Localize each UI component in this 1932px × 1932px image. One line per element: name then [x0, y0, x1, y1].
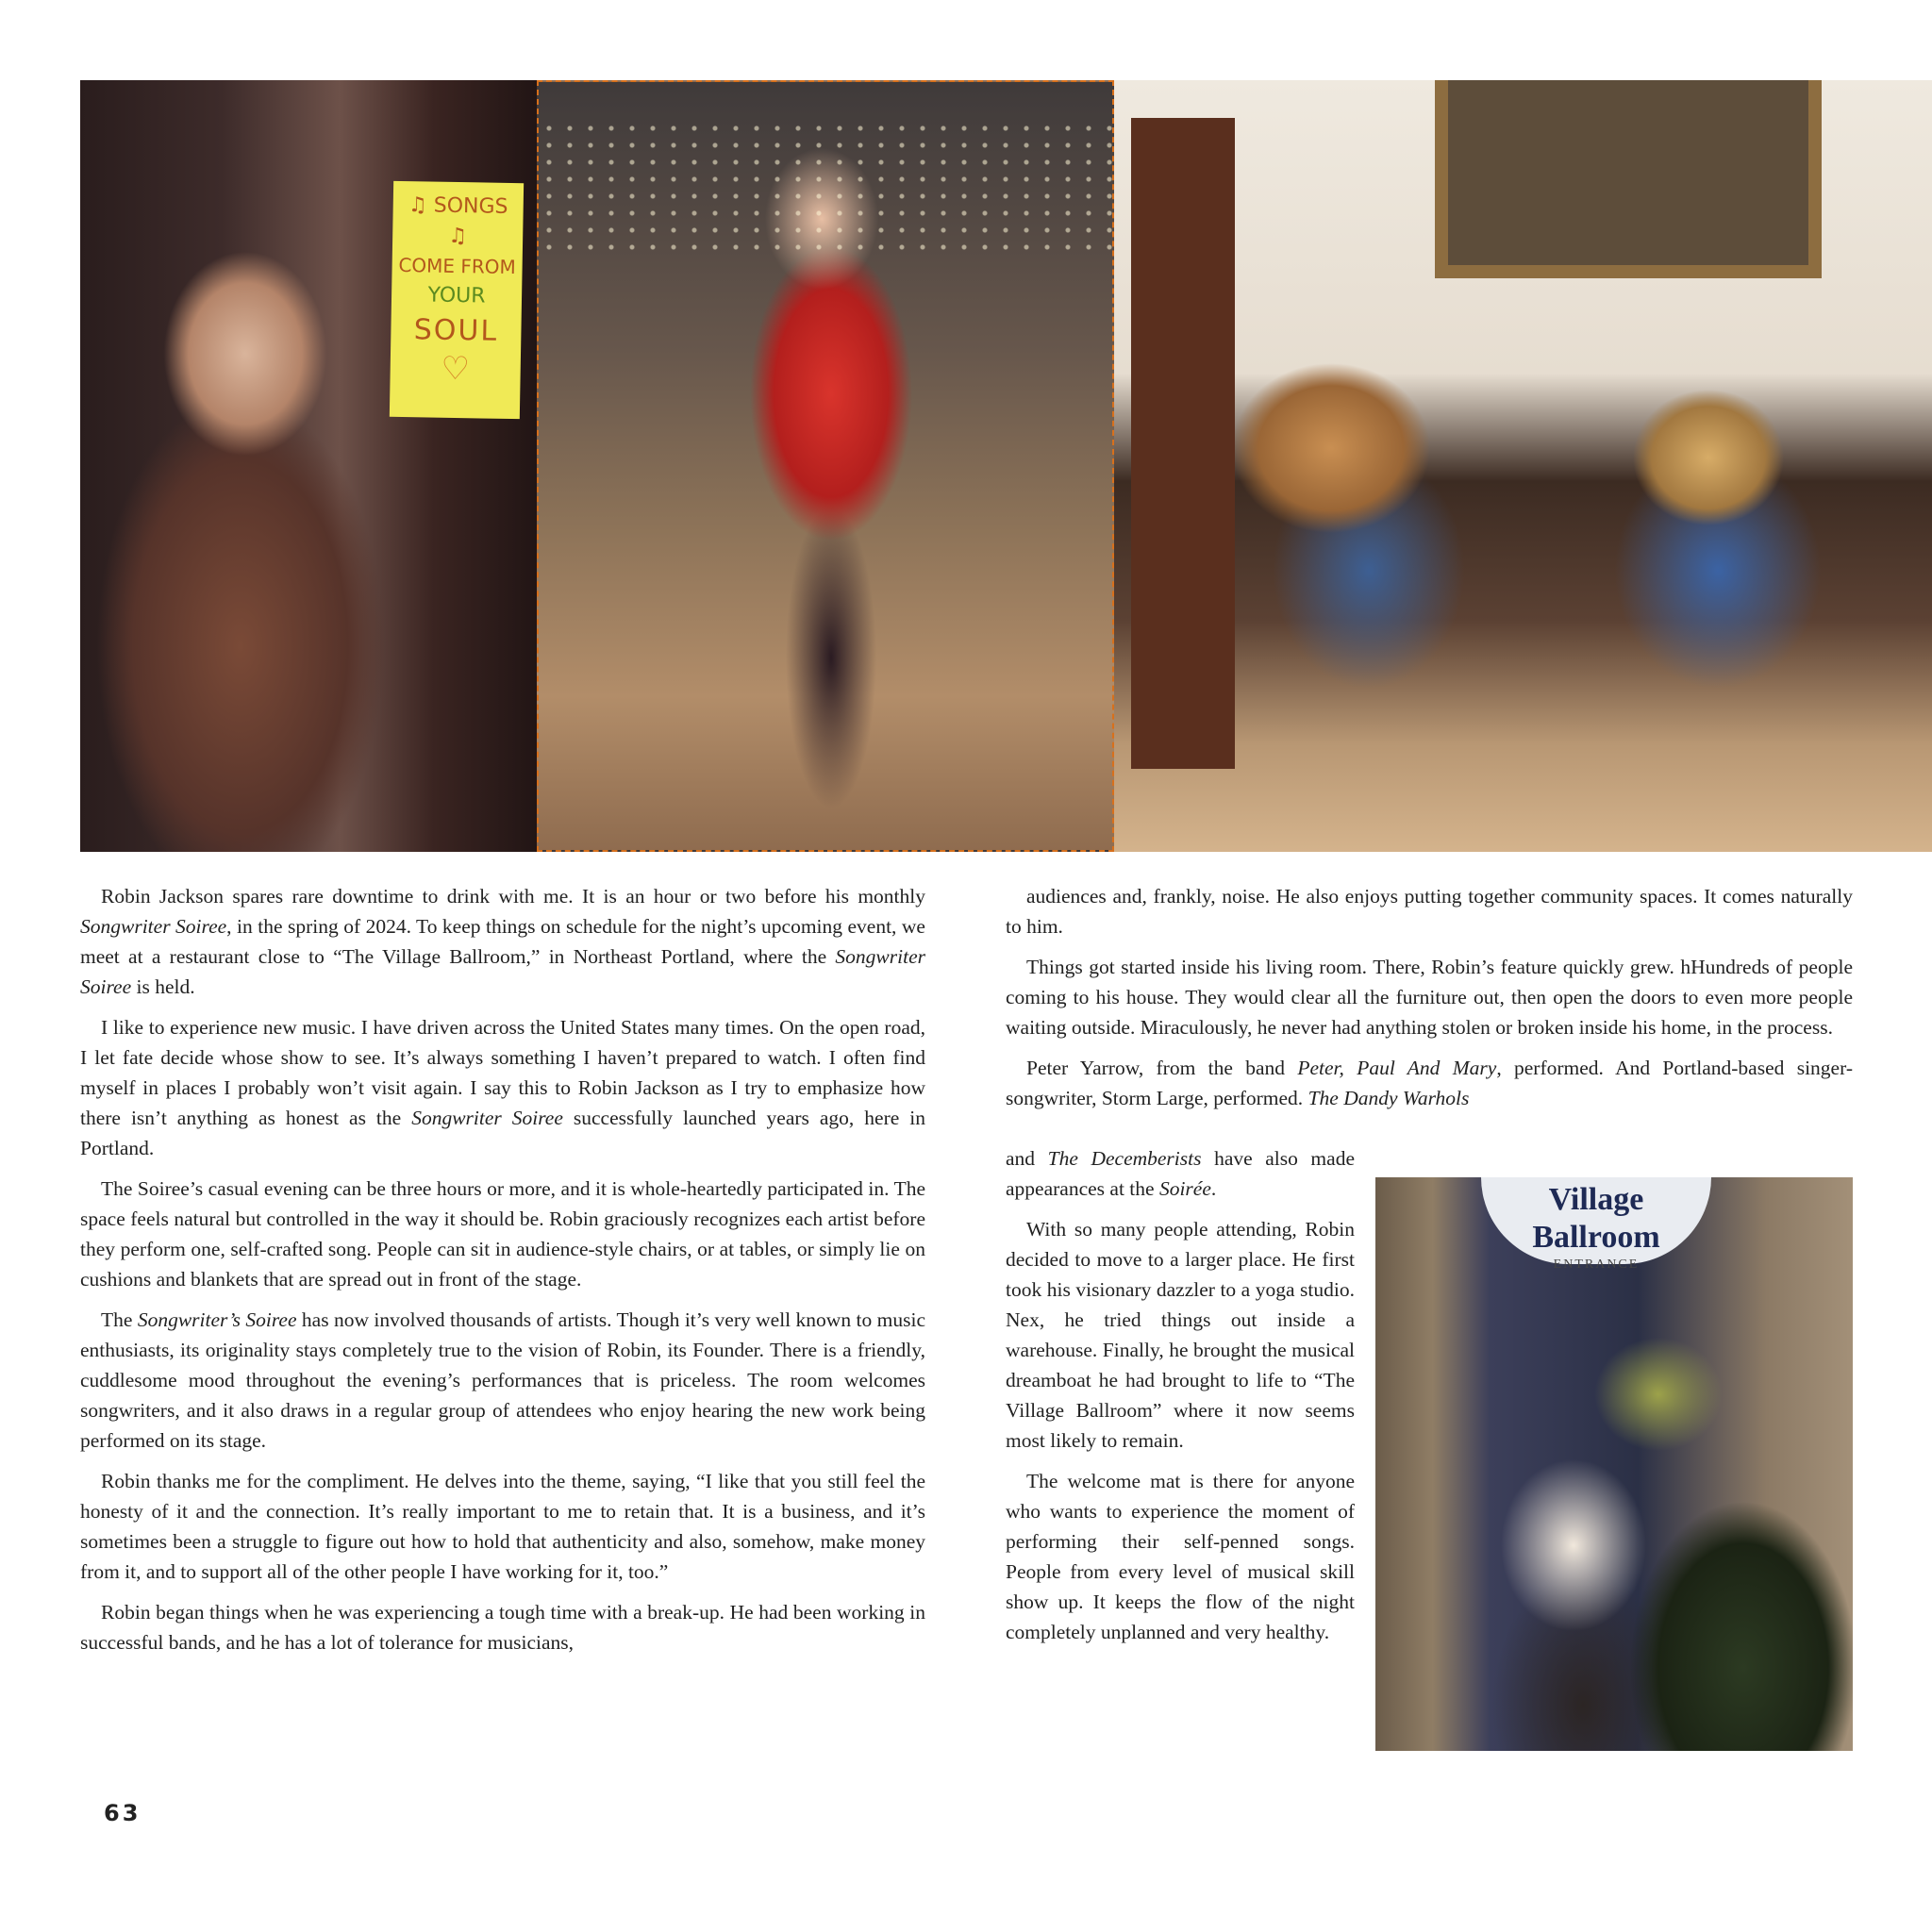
- sign-line-3: YOUR: [427, 283, 486, 308]
- photo-woman-in-red: [537, 80, 1114, 852]
- door: [1131, 118, 1235, 769]
- paragraph: Robin thanks me for the compliment. He delves into the theme, saying, “I like that you still feel the honesty of it and the connection. It’s really important to me to retain that. It is a business, and it’s sometimes been a struggle to figure out how to hold that authenticity and also, somehow, make money from it, and to support all of the other people I have working for it, too.”: [80, 1470, 925, 1583]
- heart-icon: ♡: [441, 349, 471, 389]
- paragraph: The welcome mat is there for anyone who wants to experience the moment of performing their self-penned songs. People from every level of musical skill show up. It keeps the flow of the night completely unplanned and very healthy.: [1006, 1470, 1355, 1643]
- article-right-narrow: [1006, 1143, 1355, 1657]
- italic-title: Songwriter Soiree: [411, 1107, 563, 1129]
- paragraph: Robin began things when he was experiencing a tough time with a break-up. He had been working in successful bands, and he has a lot of tolerance for musicians,: [80, 1601, 925, 1654]
- paragraph: I like to experience new music. I have driven across the United States many times. On the open road, I let fate decide whose show to see. It’s always something I haven’t prepared to watch. I often find myself in places I probably won’t visit again. I say this to Robin Jackson as I try to emphasize how there isn’t anything as honest as the Songwriter Soiree successfully launched years ago, here in Portland.: [80, 1016, 925, 1159]
- ballroom-sign-subtitle: ENTRANCE: [1553, 1257, 1640, 1272]
- italic-title: The Dandy Warhols: [1307, 1087, 1470, 1109]
- songs-sign: [390, 181, 524, 419]
- paragraph: With so many people attending, Robin decided to move to a larger place. He first took his visionary dazzler to a yoga studio. Nex, he tried things out inside a warehouse. Finally, he brought the musical dreamboat he had brought to life to “The Village Ballroom” where it now seems most likely to remain.: [1006, 1218, 1355, 1452]
- italic-title: Songwriter Soiree: [80, 915, 227, 938]
- paragraph: The Soiree’s casual evening can be three hours or more, and it is whole-heartedly participated in. The space feels natural but controlled in the way it should be. Robin graciously recognizes each artist before they perform one, self-crafted song. People can sit in audience-style chairs, or at tables, or simply lie on cushions and blankets that are spread out in front of the stage.: [80, 1177, 925, 1291]
- photo-strip: [80, 80, 1932, 852]
- photo-village-ballroom-entrance: [1375, 1177, 1853, 1751]
- photo-robin-jackson: [80, 80, 552, 852]
- ballroom-sign: [1481, 1177, 1711, 1272]
- paragraph: The Songwriter’s Soiree has now involved thousands of artists. Though it’s very well known to music enthusiasts, its originality stays completely true to the vision of Robin, its Founder. There is a friendly, cuddlesome mood throughout the evening’s performances that is priceless. The room welcomes songwriters, and it also draws in a regular group of attendees who enjoy hearing the new work being performed on its stage.: [80, 1308, 925, 1452]
- italic-title: Soirée: [1158, 1177, 1211, 1200]
- photo-guitar-players: [1114, 80, 1932, 852]
- sign-line-2: COME FROM: [398, 253, 517, 279]
- article-right-top: [1006, 881, 1853, 1124]
- italic-title: Peter, Paul And Mary: [1297, 1057, 1497, 1079]
- ballroom-sign-title: Village Ballroom: [1532, 1182, 1660, 1255]
- paragraph: Robin Jackson spares rare downtime to drink with me. It is an hour or two before his monthly Songwriter Soiree, in the spring of 2024. To keep things on schedule for the night’s upcoming event, we meet at a restaurant close to “The Village Ballroom,” in Northeast Portland, where the Songwriter Soiree is held.: [80, 885, 925, 998]
- page-number: 63: [104, 1800, 142, 1826]
- italic-title: The Decemberists: [1047, 1147, 1202, 1170]
- italic-title: Songwriter Soiree: [80, 945, 925, 998]
- sign-line-4: SOUL: [413, 313, 499, 348]
- mirror: [1435, 80, 1822, 278]
- string-lights: [539, 120, 1112, 252]
- article-left-column: [80, 881, 925, 1668]
- italic-title: Songwriter’s Soiree: [137, 1308, 297, 1331]
- paragraph: Peter Yarrow, from the band Peter, Paul And Mary, performed. And Portland-based singer-songwriter, Storm Large, performed. The Dandy Warhols: [1006, 1057, 1853, 1109]
- sign-line-1: ♫ SONGS ♫: [408, 193, 508, 249]
- paragraph: and The Decemberists have also made appearances at the Soirée.: [1006, 1147, 1355, 1200]
- paragraph: audiences and, frankly, noise. He also enjoys putting together community spaces. It comes naturally to him.: [1006, 885, 1853, 938]
- paragraph: Things got started inside his living room. There, Robin’s feature quickly grew. hHundreds of people coming to his house. They would clear all the furniture out, then open the doors to even more people waiting outside. Miraculously, he never had anything stolen or broken inside his home, in the process.: [1006, 956, 1853, 1039]
